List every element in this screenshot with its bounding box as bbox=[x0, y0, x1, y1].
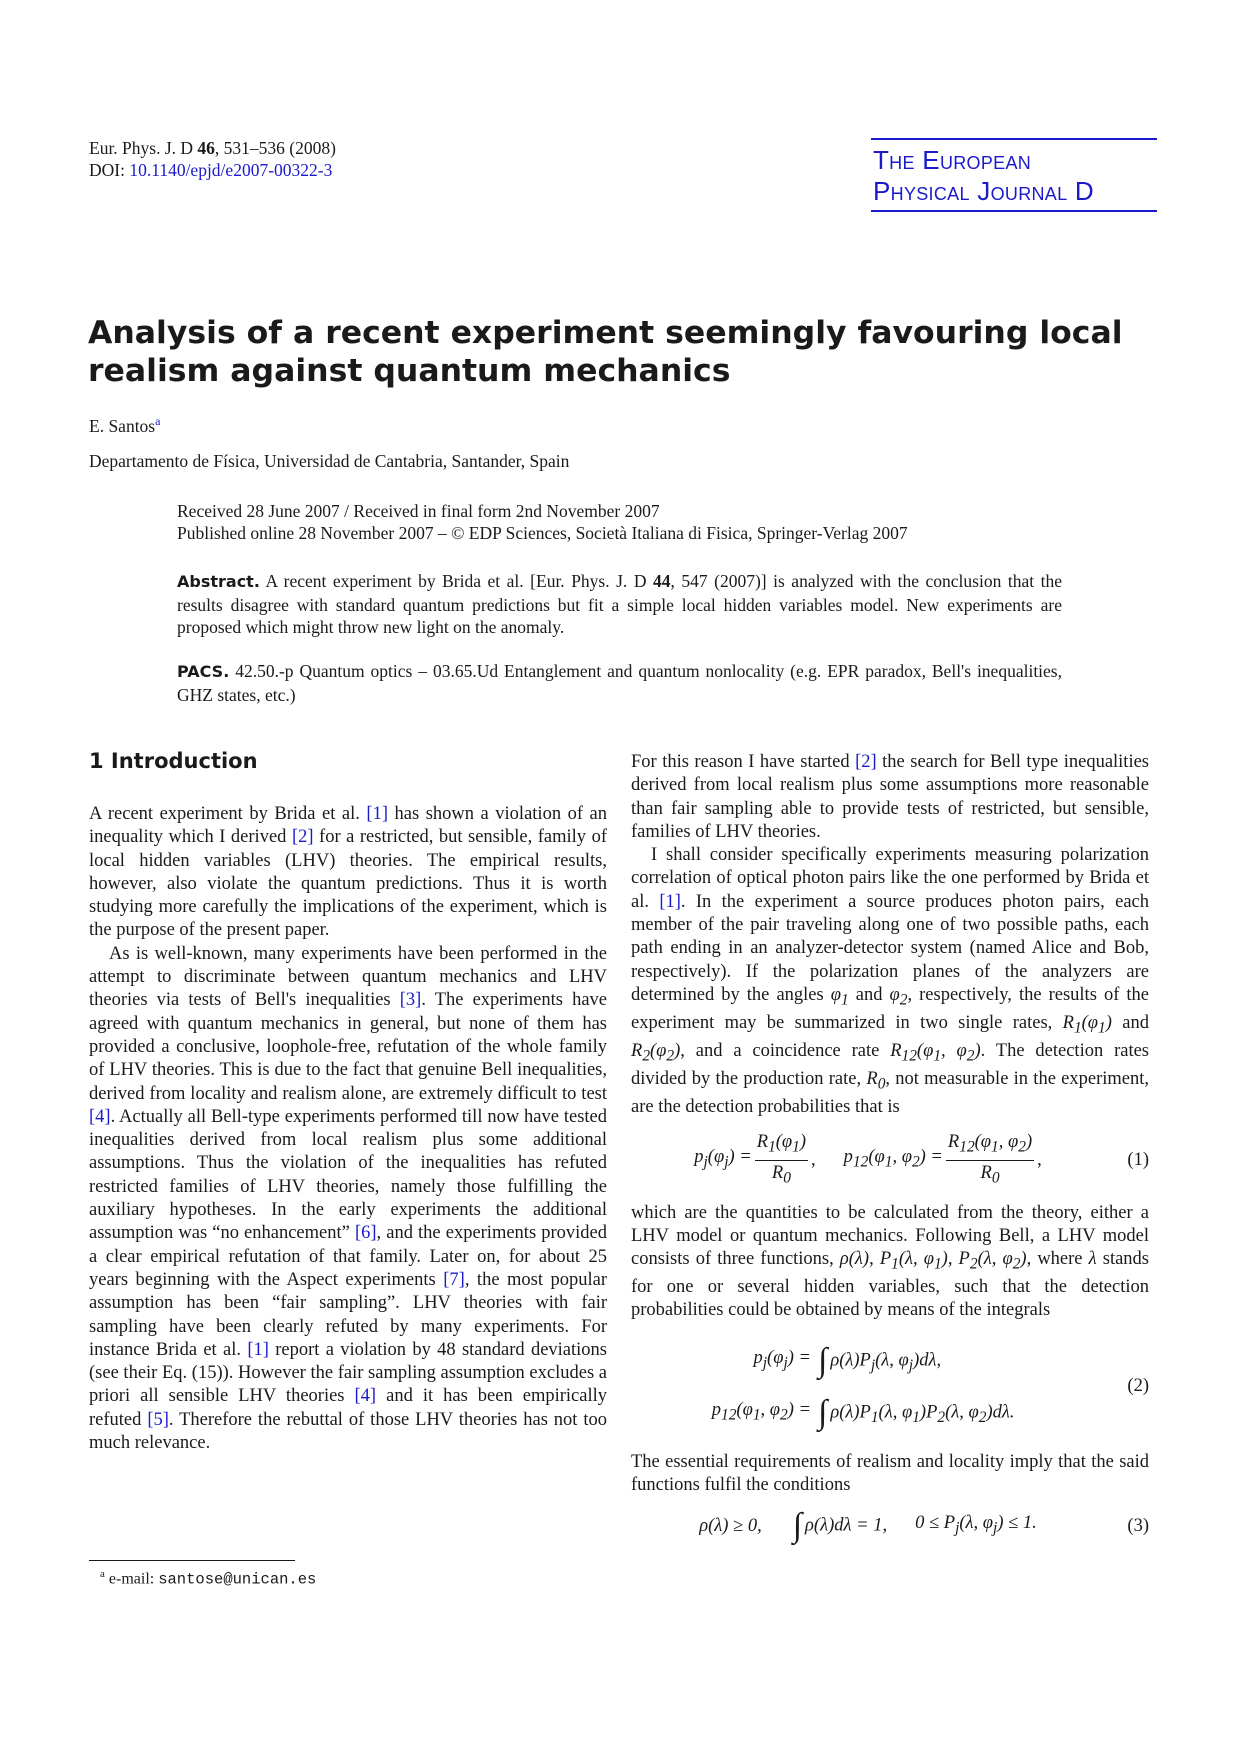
text-run: the search for Bell type inequalities derived from local realism plus some assumptions more reasonable than fair sampling able to provide tests of restricted, but sensible, families of LHV theories. bbox=[631, 752, 1149, 842]
affiliation: Departamento de Física, Universidad de Cantabria, Santander, Spain bbox=[89, 451, 570, 471]
citation-ref[interactable]: [1] bbox=[659, 891, 681, 912]
math-lambda: λ bbox=[1088, 1249, 1097, 1270]
doi-label: DOI: bbox=[89, 160, 125, 180]
text-run: and bbox=[848, 984, 890, 1005]
text-run: , respectively, the results of the experiment may be summarized in two single rates, bbox=[631, 984, 1149, 1033]
citation-ref[interactable]: [4] bbox=[354, 1386, 377, 1407]
intro-paragraph-6: The essential requirements of realism and locality imply that the said functions fulfil the conditions bbox=[631, 1451, 1149, 1496]
intro-paragraph-5 bbox=[631, 1202, 1149, 1323]
equation-1 bbox=[631, 1131, 1149, 1189]
citation-ref[interactable]: [1] bbox=[366, 804, 388, 824]
text-run: . Actually all Bell-type experiments performed till now have tested inequalities derived from local realism plus some additional assumptions. Thus the violation of the inequalities has refuted restricted families of LHV theories, namely those fulfilling the auxiliary hypotheses. In the early experiments the additional assumption was “no enhancement” bbox=[89, 1106, 607, 1244]
text-run: . Therefore the rebuttal of those LHV theories has not too much relevance. bbox=[89, 1409, 607, 1454]
text-run: and it has been empirically refuted bbox=[89, 1386, 607, 1430]
equation-2-body: $p_j(\varphi_j)$ = ∫ $\rho(\lambda)P_j(\lambda$, $\varphi_j)d\lambda$, $p_{12}(\varphi_1$, $\varphi_2$) = ∫ $\rho(\lambda)P_1(\lambda$, $\varphi_1)P_2(\lambda$, $\varphi_2)d\lambda$. bbox=[711, 1341, 1015, 1431]
equation-1-body: $p_j(\varphi_j)$ = $\frac{R_1(\varphi_1)}{R_0}$ , $p_{12}(\varphi_1$, $\varphi_2$) = $\frac{R_{12}(\varphi_1, \varphi_2)}{R_0}$ , bbox=[694, 1132, 1042, 1187]
intro-paragraph-3 bbox=[631, 751, 1149, 844]
section-title: 1 Introduction bbox=[89, 749, 258, 773]
doi-line bbox=[89, 159, 336, 181]
math-functions: ρ(λ), $P_1(\lambda$, $\varphi_1$), $P_2(\lambda$, $\varphi_2$) bbox=[839, 1249, 1027, 1273]
citation-ref[interactable]: [6] bbox=[354, 1223, 377, 1244]
pacs-label: PACS. bbox=[177, 662, 230, 681]
text-run: . The experiments have agreed with quantum mechanics in general, but none of them has provided a conclusive, loophole-free, refutation of the whole family of LHV theories. This is due to the fact that genuine Bell inequalities, derived from locality and realism alone, are extremely difficult to test bbox=[89, 990, 608, 1104]
intro-paragraph-2 bbox=[89, 943, 607, 1456]
text-run: , not measurable in the experiment, are the detection probabilities that is bbox=[631, 1068, 1149, 1117]
abstract-label: Abstract. bbox=[177, 572, 260, 591]
text-run: , the most popular assumption has been “fair sampling”. LHV theories with fair sampling have been clearly refuted by many experiments. For instance Brida et al. bbox=[89, 1269, 608, 1360]
text-run: As is well-known, many experiments have been performed in the attempt to discriminate between quantum mechanics and LHV theories via tests of Bell's inequalities bbox=[89, 943, 607, 1011]
pacs-text: 42.50.-p Quantum optics – 03.65.Ud Entanglement and quantum nonlocality (e.g. EPR paradox, Bell's inequalities, GHZ states, etc.) bbox=[177, 661, 1062, 705]
journal-volume: 46 bbox=[197, 138, 215, 158]
left-column bbox=[89, 748, 607, 1455]
text-run: . The detection rates divided by the production rate, bbox=[631, 1040, 1149, 1089]
text-run: . In the experiment a source produces photon pairs, each member of the pair traveling along one of two possible paths, each path ending in an analyzer-detector system (named Alice and Bob, respectively). If the polarization planes of the analyzers are determined by the angles bbox=[631, 891, 1149, 1005]
math-R12: $R_{12}(\varphi_1$, $\varphi_2$) bbox=[890, 1040, 981, 1065]
math-phi2: $\varphi_2$ bbox=[889, 984, 908, 1009]
equation-3 bbox=[631, 1509, 1149, 1543]
footnote-mark: a bbox=[100, 1568, 105, 1580]
intro-paragraph-1 bbox=[89, 803, 607, 943]
text-run: , and a coincidence rate bbox=[680, 1040, 891, 1061]
author-footnote-mark[interactable]: a bbox=[155, 414, 161, 428]
text-run: stands for one or several hidden variables, such that the detection probabilities could be obtained by means of the integrals bbox=[631, 1249, 1149, 1321]
math-R1: $R_1(\varphi_1)$ bbox=[1062, 1012, 1112, 1037]
author-line bbox=[89, 414, 160, 437]
equation-2 bbox=[631, 1335, 1149, 1439]
doi-link[interactable]: 10.1140/epjd/e2007-00322-3 bbox=[129, 160, 333, 180]
journal-abbrev: Eur. Phys. J. D bbox=[89, 138, 194, 158]
text-run: I shall consider specifically experiments measuring polarization correlation of optical photon pairs like the one performed by Brida et al. bbox=[631, 845, 1149, 912]
text-run: , where bbox=[1026, 1249, 1089, 1270]
abstract bbox=[177, 570, 1062, 639]
math-R2: $R_2(\varphi_2)$ bbox=[631, 1040, 681, 1065]
abstract-ref-volume: 44 bbox=[652, 571, 671, 591]
text-run: has shown a violation of an inequality which I derived bbox=[89, 804, 608, 848]
citation-ref[interactable]: [4] bbox=[89, 1106, 111, 1127]
citation-line bbox=[89, 137, 336, 159]
citation-ref[interactable]: [2] bbox=[291, 827, 314, 848]
logo-line-2: Physical Journal D bbox=[873, 176, 1095, 206]
math-R0: $R_0$ bbox=[866, 1068, 886, 1093]
abstract-text-post: , 547 (2007)] is analyzed with the conclusion that the results disagree with standard quantum predictions but fit a simple local hidden variables model. New experiments are proposed which might throw new light on the anomaly. bbox=[177, 571, 1062, 637]
footnote bbox=[100, 1568, 316, 1588]
published-date: Published online 28 November 2007 – © EDP Sciences, Società Italiana di Fisica, Springer-Verlag 2007 bbox=[177, 523, 908, 543]
footnote-email[interactable]: santose@unican.es bbox=[158, 1570, 317, 1589]
right-column bbox=[631, 751, 1149, 1555]
equation-3-number: (3) bbox=[1127, 1515, 1149, 1536]
citation-ref[interactable]: [5] bbox=[147, 1409, 169, 1430]
journal-reference bbox=[89, 137, 336, 181]
received-date: Received 28 June 2007 / Received in final form 2nd November 2007 bbox=[177, 501, 660, 521]
text-run: and bbox=[1111, 1012, 1149, 1033]
citation-ref[interactable]: [1] bbox=[247, 1339, 269, 1360]
text-run: which are the quantities to be calculated from the theory, either a LHV model or quantum mechanics. Following Bell, a LHV model consists of three functions, bbox=[631, 1202, 1149, 1270]
text-run: for a restricted, but sensible, family of local hidden variables (LHV) theories. The empirical results, however, also violate the quantum predictions. Thus it is worth studying more carefully the implications of the experiment, which is the purpose of the present paper. bbox=[89, 827, 607, 941]
citation-ref[interactable]: [3] bbox=[399, 990, 422, 1011]
text-run: report a violation by 48 standard deviations (see their Eq. (15)). However the fair sampling assumption excludes a priori all sensible LHV theories bbox=[89, 1339, 608, 1407]
citation-ref[interactable]: [2] bbox=[855, 752, 877, 772]
text-run: For this reason I have started bbox=[631, 752, 856, 772]
footnote-label: e-mail: bbox=[108, 1570, 159, 1588]
intro-paragraph-4 bbox=[631, 844, 1149, 1119]
citation-ref[interactable]: [7] bbox=[443, 1269, 465, 1290]
logo-line-1: The European bbox=[873, 145, 1032, 175]
author-name: E. Santos bbox=[89, 415, 156, 436]
abstract-text-pre: A recent experiment by Brida et al. [Eur. Phys. J. D bbox=[259, 571, 653, 591]
equation-3-body: ρ(λ) ≥ 0, ∫ ρ(λ)dλ = 1, $0 \le P_j(\lambda$, $\varphi_j) \le 1$. bbox=[699, 1507, 1037, 1545]
equation-2-number: (2) bbox=[1127, 1376, 1149, 1397]
paper-title: Analysis of a recent experiment seemingly favouring local realism against quantum mechanics bbox=[88, 315, 1123, 389]
equation-1-number: (1) bbox=[1127, 1149, 1149, 1170]
pacs bbox=[177, 660, 1062, 706]
text-run: A recent experiment by Brida et al. bbox=[89, 804, 367, 824]
pages-year: , 531–536 (2008) bbox=[214, 138, 336, 158]
math-phi1: $\varphi_1$ bbox=[830, 984, 849, 1009]
publication-dates bbox=[177, 500, 908, 544]
journal-logo bbox=[871, 138, 1157, 212]
text-run: , and the experiments provided a clear empirical refutation of that family. Later on, for about 25 years beginning with the Aspect experiments bbox=[89, 1223, 607, 1290]
footnote-rule bbox=[89, 1560, 295, 1561]
